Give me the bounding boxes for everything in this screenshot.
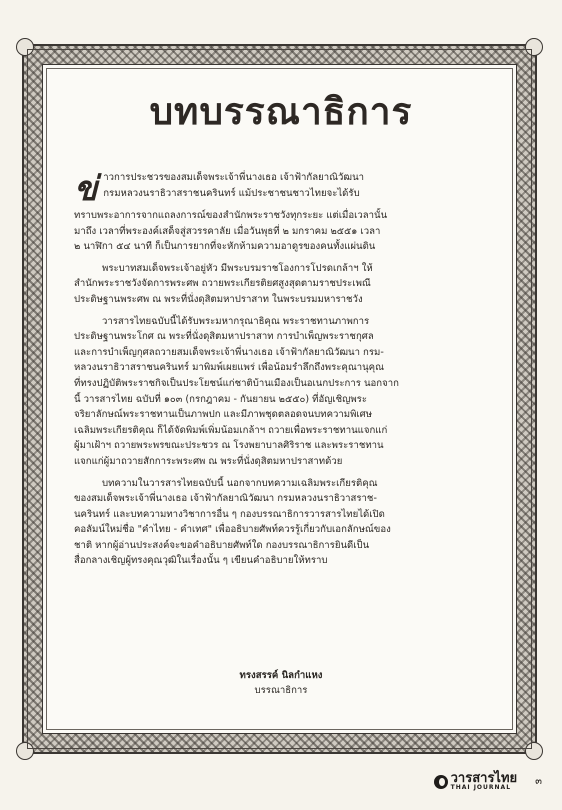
- journal-logo-icon: [434, 775, 448, 789]
- text-line: คอลัมน์ใหม่ชื่อ "คำไทย - คำเทศ" เพื่ออธิบายศัพท์ควรรู้เกี่ยวกับเอกลักษณ์ของ: [74, 524, 391, 536]
- paragraph-1: [74, 170, 486, 255]
- text-line: ๒ นาฬิกา ๕๔ นาที ก็เป็นการยากที่จะหักห้ามความอาดูรของคนทั้งแผ่นดิน: [74, 241, 376, 253]
- page-number: ๓: [535, 776, 542, 787]
- corner-ornament-top-right: [525, 38, 543, 56]
- logo-thai-text: วารสารไทย: [450, 771, 518, 786]
- text-line: จริยาลักษณ์พระราชทานเป็นภาพปก และมีภาพชุดตลอดจนบทความพิเศษ: [74, 409, 373, 421]
- text-line: วารสารไทยฉบับนี้ได้รับพระมหากรุณาธิคุณ พระราชทานภาพการ: [102, 315, 370, 327]
- text-line: ชาติ หากผู้อ่านประสงค์จะขอคำอธิบายศัพท์ใด กองบรรณาธิการยินดีเป็น: [74, 539, 370, 551]
- corner-ornament-bottom-right: [525, 742, 543, 760]
- page-footer: [434, 772, 542, 791]
- paragraph-4: [74, 476, 486, 570]
- text-line: เฉลิมพระเกียรติคุณ ก็ได้จัดพิมพ์เพิ่มน้อมเกล้าฯ ถวายเพื่อพระราชทานแจกแก่: [74, 424, 388, 436]
- text-line: สำนักพระราชวังจัดการพระศพ ถวายพระเกียรติยศสูงสุดตามราชประเพณี: [74, 278, 371, 290]
- text-line: นี้ วารสารไทย ฉบับที่ ๑๐๓ (กรกฎาคม - กันยายน ๒๕๕๐) ที่อัญเชิญพระ: [74, 393, 367, 405]
- text-line: แจกแก่ผู้มาถวายสักการะพระศพ ณ พระที่นั่งดุสิตมหาปราสาทด้วย: [74, 455, 343, 467]
- text-line: มาถึง เวลาที่พระองค์เสด็จสู่สวรรคาลัย เมื่อวันพุธที่ ๒ มกราคม ๒๕๕๑ เวลา: [74, 225, 381, 237]
- text-line: ที่ทรงปฏิบัติพระราชกิจเป็นประโยชน์แก่ชาติบ้านเมืองเป็นอเนกประการ นอกจาก: [74, 377, 399, 389]
- logo-english-text: THAI JOURNAL: [450, 784, 512, 791]
- corner-ornament-top-left: [16, 38, 34, 56]
- text-line: กรมหลวงนราธิวาสราชนครินทร์ แม้ประชาชนชาวไทยจะได้รับ: [103, 187, 360, 199]
- text-line: าวการประชวรของสมเด็จพระเจ้าพี่นางเธอ เจ้าฟ้ากัลยาณิวัฒนา: [103, 172, 365, 183]
- paragraph-2: [74, 261, 486, 308]
- paragraph-3: [74, 314, 486, 470]
- corner-ornament-bottom-left: [16, 742, 34, 760]
- editor-name: ทรงสรรค์ นิลกำแหง: [239, 670, 323, 681]
- editorial-body: [74, 170, 486, 569]
- text-line: หลวงนราธิวาสราชนครินทร์ มาพิมพ์เผยแพร่ เพื่อน้อมรำลึกถึงพระคุณานุคุณ: [74, 362, 384, 374]
- text-line: พระบาทสมเด็จพระเจ้าอยู่หัว มีพระบรมราชโองการโปรดเกล้าฯ ให้: [102, 262, 373, 274]
- editor-role: บรรณาธิการ: [254, 685, 308, 696]
- editor-signature: [0, 668, 562, 698]
- journal-logo: [434, 772, 518, 791]
- text-line: ทราบพระอาการจากแถลงการณ์ของสำนักพระราชวังทุกระยะ แต่เมื่อเวลานั้น: [74, 210, 388, 221]
- text-line: และการบำเพ็ญกุศลถวายสมเด็จพระเจ้าพี่นางเธอ เจ้าฟ้ากัลยาณิวัฒนา กรม-: [74, 346, 384, 358]
- page-title: บทบรรณาธิการ: [149, 89, 413, 133]
- drop-cap: ข่: [74, 169, 98, 209]
- text-line: ประดิษฐานพระศพ ณ พระที่นั่งดุสิตมหาปราสาท ในพระบรมมหาราชวัง: [74, 293, 363, 305]
- text-line: สื่อกลางเชิญผู้ทรงคุณวุฒิในเรื่องนั้น ๆ เขียนคำอธิบายให้ทราบ: [74, 555, 328, 567]
- text-line: ของสมเด็จพระเจ้าพี่นางเธอ เจ้าฟ้ากัลยาณิวัฒนา กรมหลวงนราธิวาสราช-: [74, 493, 377, 505]
- text-line: ประดิษฐานพระโกศ ณ พระที่นั่งดุสิตมหาปราสาท การบำเพ็ญพระราชกุศล: [74, 331, 374, 343]
- text-line: นครินทร์ และบทความทางวิชาการอื่น ๆ กองบรรณาธิการวารสารไทยได้เปิด: [74, 508, 385, 520]
- text-line: ผู้มาเฝ้าฯ ถวายพระพรขณะประชวร ณ โรงพยาบาลศิริราช และพระราชทาน: [74, 440, 384, 452]
- text-line: บทความในวารสารไทยฉบับนี้ นอกจากบทความเฉลิมพระเกียรติคุณ: [102, 477, 378, 489]
